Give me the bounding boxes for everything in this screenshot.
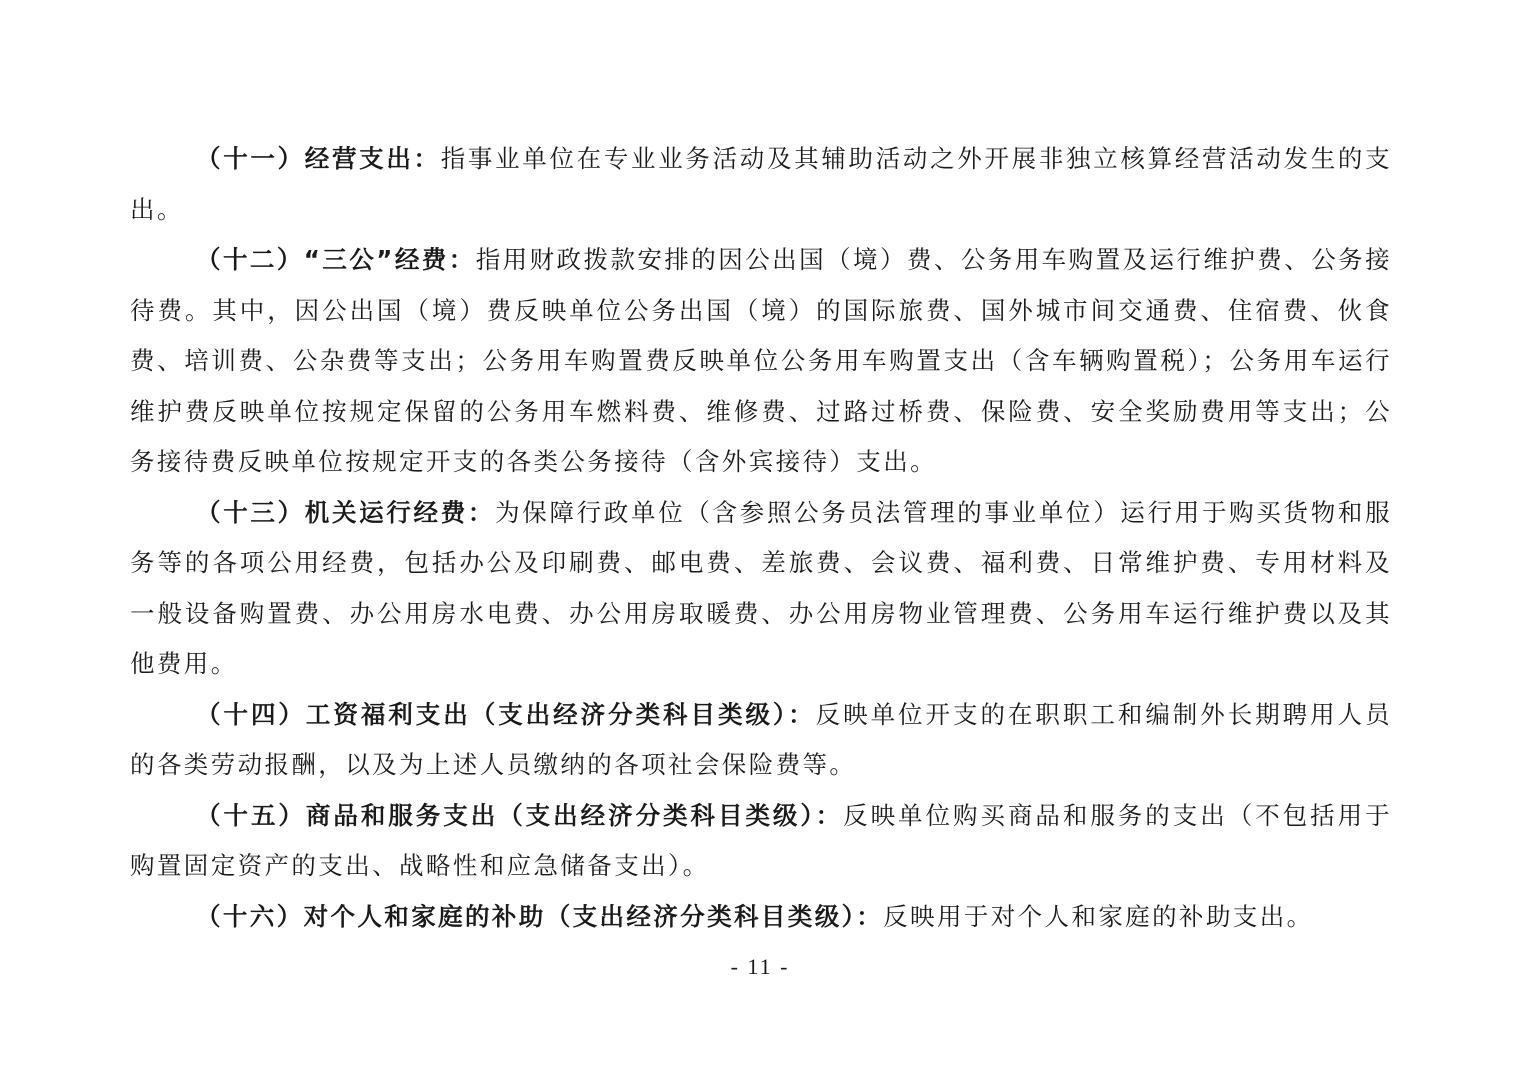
paragraph-operating-expenditure <box>130 134 1392 235</box>
paragraph-agency-operating-funds <box>130 488 1392 690</box>
paragraph-text: 为保障行政单位（含参照公务员法管理的事业单位）运行用于购买货物和服务等的各项公用经费，包括办公及印刷费、邮电费、差旅费、会议费、福利费、日常维护费、专用材料及一般设备购置费、办公用房水电费、办公用房取暖费、办公用房物业管理费、公务用车运行维护费以及其他费用。 <box>130 497 1392 678</box>
paragraph-heading: （十五）商品和服务支出（支出经济分类科目类级）： <box>196 800 844 830</box>
paragraph-text: 指事业单位在专业业务活动及其辅助活动之外开展非独立核算经营活动发生的支出。 <box>130 144 1392 224</box>
paragraph-three-public-expenses <box>130 235 1392 488</box>
paragraph-goods-services <box>130 791 1392 892</box>
paragraph-wages-welfare <box>130 690 1392 791</box>
paragraph-text: 指用财政拨款安排的因公出国（境）费、公务用车购置及运行维护费、公务接待费。其中，因公出国（境）费反映单位公务出国（境）的国际旅费、国外城市间交通费、住宿费、伙食费、培训费、公杂费等支出；公务用车购置费反映单位公务用车购置支出（含车辆购置税）；公务用车运行维护费反映单位按规定保留的公务用车燃料费、维修费、过路过桥费、保险费、安全奖励费用等支出；公务接待费反映单位按规定开支的各类公务接待（含外宾接待）支出。 <box>130 245 1392 476</box>
paragraph-individual-household-subsidy <box>130 892 1392 943</box>
page-number: - 11 - <box>730 954 790 979</box>
paragraph-heading: （十四）工资福利支出（支出经济分类科目类级）： <box>196 699 816 729</box>
paragraph-text: 反映单位开支的在职职工和编制外长期聘用人员的各类劳动报酬，以及为上述人员缴纳的各项社会保险费等。 <box>130 699 1392 779</box>
paragraph-text: 反映用于对个人和家庭的补助支出。 <box>883 901 1314 931</box>
paragraph-heading: （十二）“三公”经费： <box>196 245 476 274</box>
paragraph-heading: （十三）机关运行经费： <box>196 497 496 527</box>
paragraph-text: 反映单位购买商品和服务的支出（不包括用于购置固定资产的支出、战略性和应急储备支出）。 <box>130 800 1392 880</box>
paragraph-heading: （十一）经营支出： <box>196 144 441 173</box>
paragraph-heading: （十六）对个人和家庭的补助（支出经济分类科目类级）： <box>196 901 884 931</box>
document-body <box>130 134 1392 942</box>
